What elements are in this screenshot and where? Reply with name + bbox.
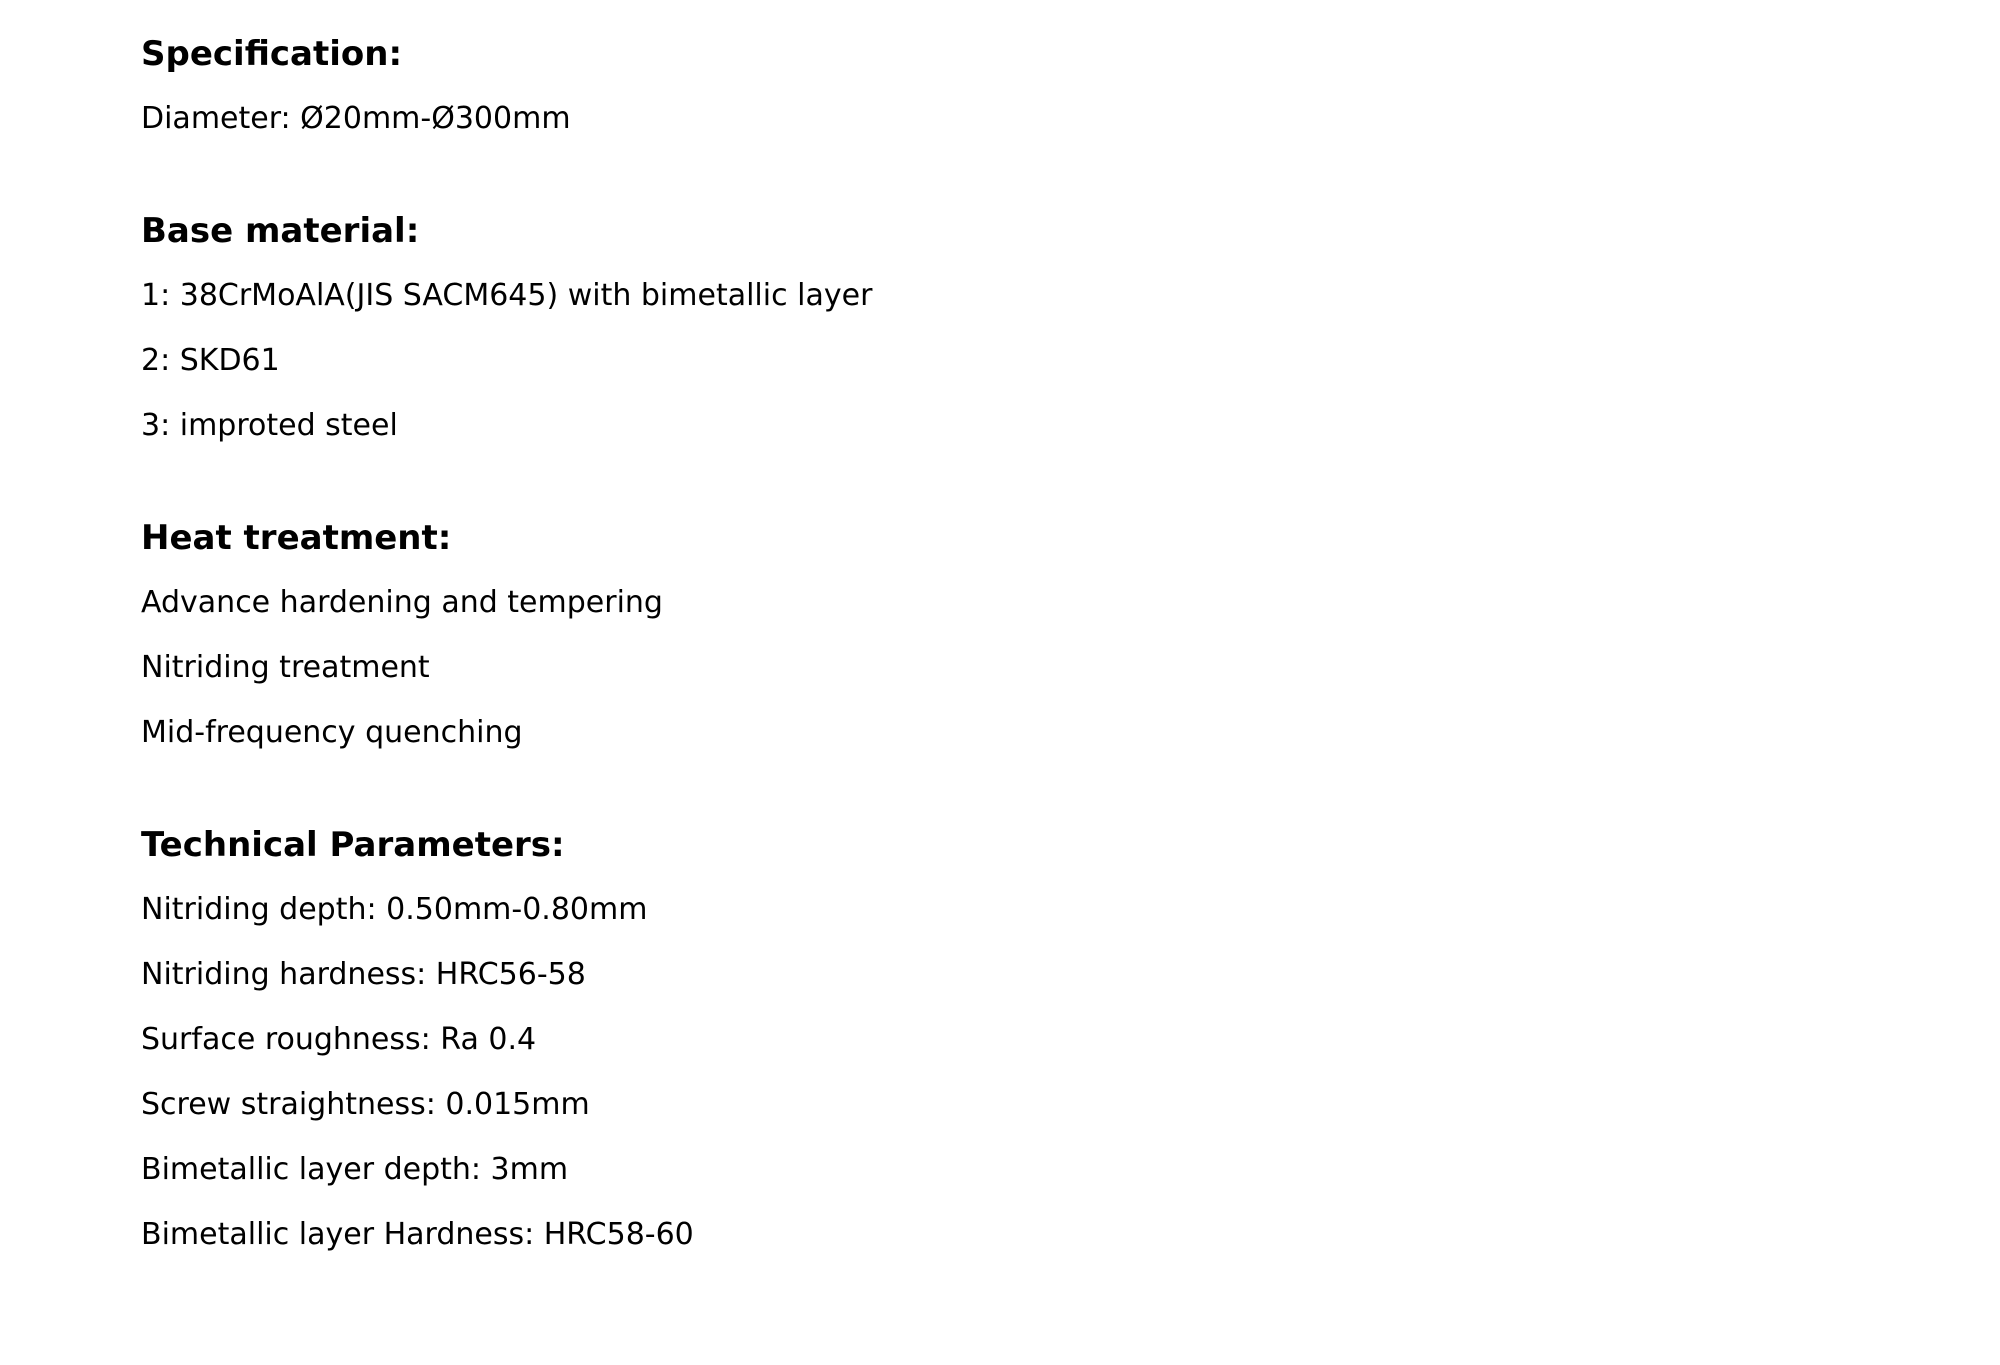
base-material-item-2: 2: SKD61 [141,343,280,378]
spec-document [141,30,1941,1323]
specification-section [141,30,1941,143]
bimetallic-layer-depth-line: Bimetallic layer depth: 3mm [141,1152,569,1187]
nitriding-depth-line: Nitriding depth: 0.50mm-0.80mm [141,892,648,927]
heat-treatment-item-3: Mid-frequency quenching [141,715,523,750]
technical-parameters-section [141,821,1941,1259]
diameter-line: Diameter: Ø20mm-Ø300mm [141,101,571,136]
base-material-section [141,207,1941,450]
screw-straightness-line: Screw straightness: 0.015mm [141,1087,590,1122]
base-material-item-3: 3: improted steel [141,408,398,443]
nitriding-hardness-line: Nitriding hardness: HRC56-58 [141,957,586,992]
bimetallic-layer-hardness-line: Bimetallic layer Hardness: HRC58-60 [141,1217,694,1252]
heat-treatment-item-2: Nitriding treatment [141,650,430,685]
technical-parameters-heading: Technical Parameters: [141,825,565,865]
surface-roughness-line: Surface roughness: Ra 0.4 [141,1022,537,1057]
specification-heading: Specification: [141,34,403,74]
base-material-heading: Base material: [141,211,420,251]
heat-treatment-section [141,514,1941,757]
base-material-item-1: 1: 38CrMoAlA(JIS SACM645) with bimetallic layer [141,278,873,313]
heat-treatment-item-1: Advance hardening and tempering [141,585,663,620]
heat-treatment-heading: Heat treatment: [141,518,452,558]
